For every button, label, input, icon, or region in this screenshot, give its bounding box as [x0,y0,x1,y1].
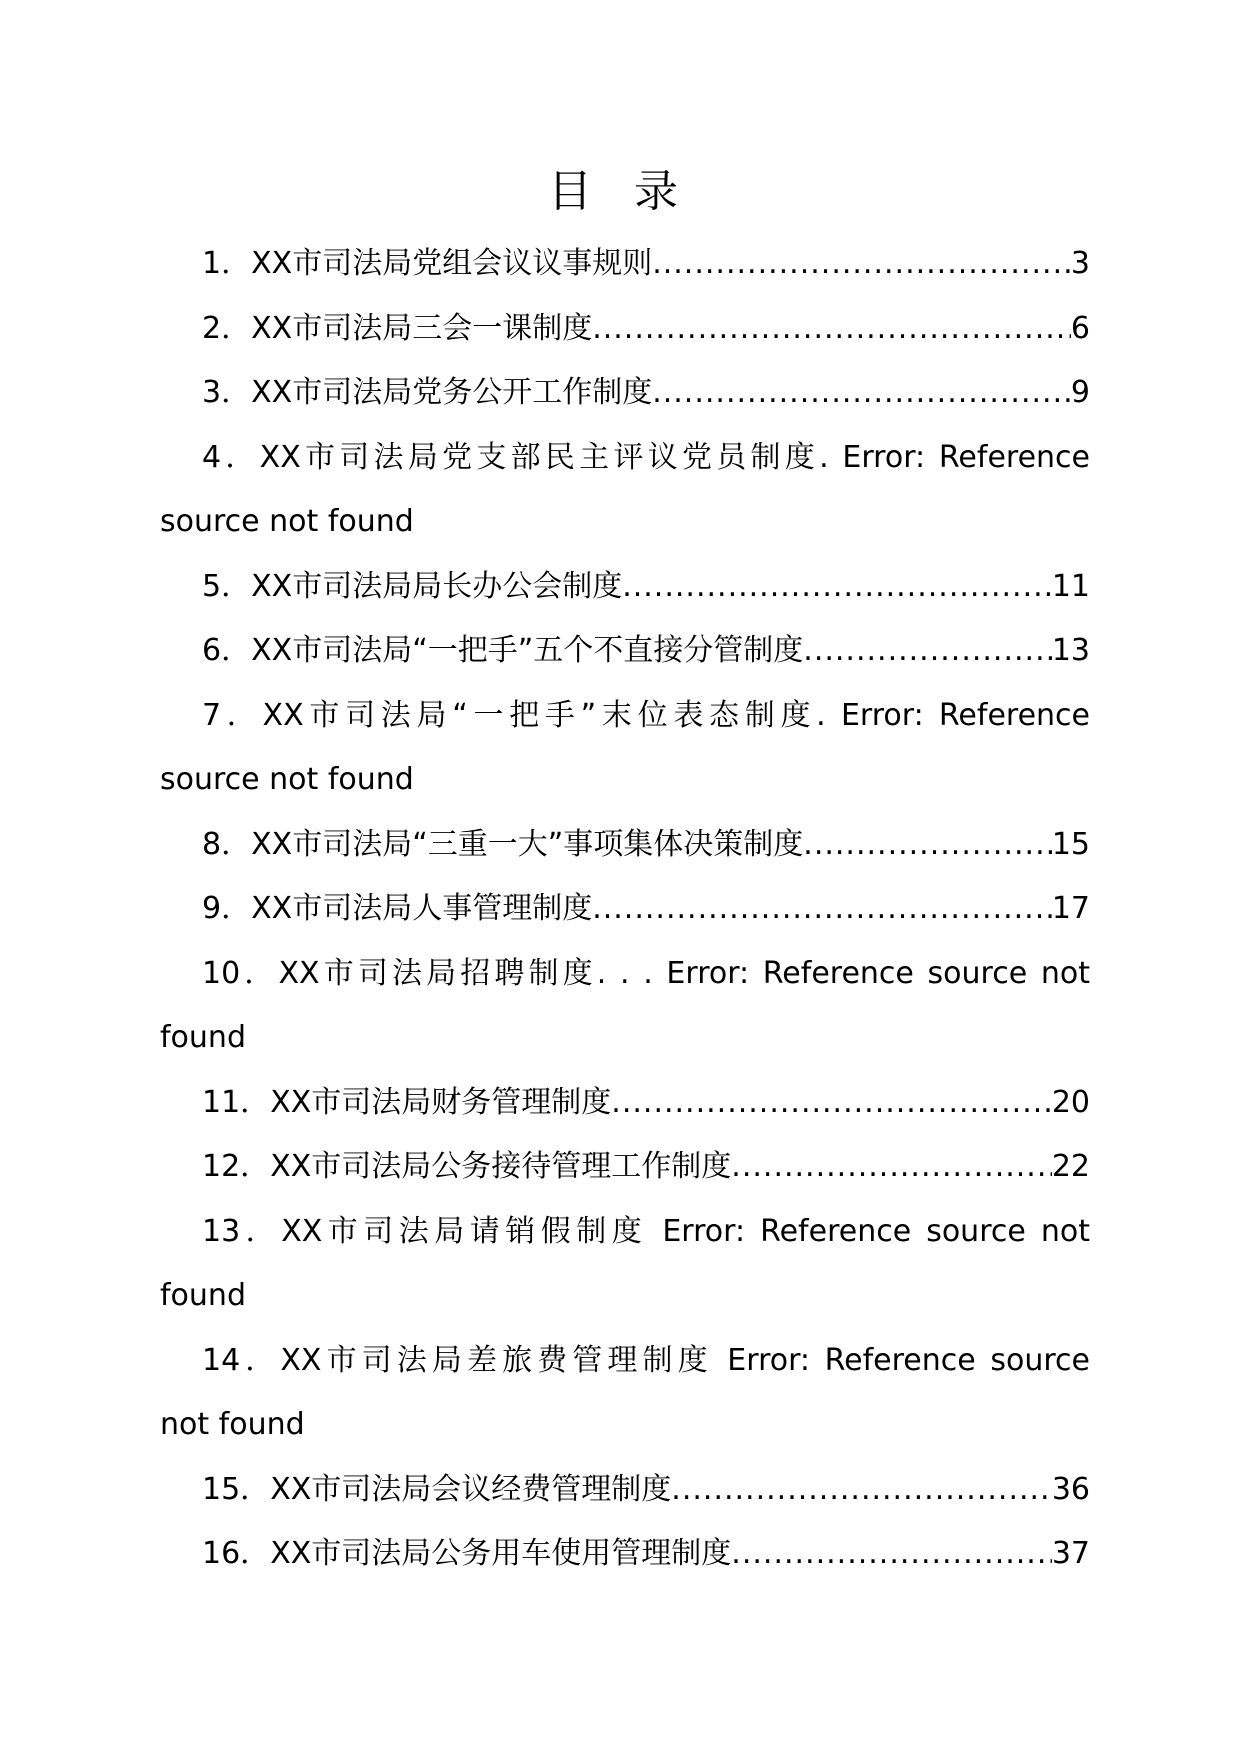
entry-text: XX市司法局招聘制度. . . Error: Reference source not [278,955,1090,991]
toc-entry[interactable] [160,619,1090,684]
entry-number: 4． [202,439,260,475]
entry-title: XX市司法局人事管理制度 [251,891,593,926]
entry-page: 20 [1051,1084,1090,1120]
toc-entry[interactable] [160,232,1090,297]
entry-number: 2． [202,310,252,346]
entry-page: 22 [1051,1149,1090,1184]
dot-leader [803,619,1052,684]
entry-page: 11 [1051,568,1090,604]
entry-line-2: found [160,1020,246,1055]
entry-text: XX市司法局“一把手”末位表态制度. Error: Reference [262,697,1090,733]
entry-line-2: found [160,1278,246,1313]
entry-page: 37 [1051,1536,1090,1571]
toc-entry[interactable] [160,684,1090,813]
entry-line-2: not found [160,1407,305,1442]
dot-leader [592,877,1052,942]
toc-entry[interactable] [160,1329,1090,1458]
dot-leader [611,1071,1052,1136]
entry-line-1 [160,942,1090,1007]
entry-page: 3 [1070,246,1090,281]
entry-line-1 [160,1329,1090,1394]
toc-entry[interactable] [160,877,1090,942]
entry-title: XX市司法局党组会议议事规则 [251,246,653,281]
entry-page: 17 [1051,891,1090,926]
toc-entry[interactable] [160,1071,1090,1136]
entry-number: 9． [202,891,252,926]
entry-line-1 [160,426,1090,491]
dot-leader [671,1458,1052,1523]
toc-entry[interactable] [160,813,1090,878]
entry-page: 13 [1051,633,1090,668]
entry-text: XX市司法局党支部民主评议党员制度. Error: Reference [259,439,1090,475]
dot-leader [731,1522,1052,1587]
toc-entry[interactable] [160,555,1090,620]
entry-number: 5． [202,568,252,604]
toc-entry[interactable] [160,1200,1090,1329]
page-title: 目 录 [548,166,692,217]
entry-title: XX市司法局财务管理制度 [270,1084,612,1120]
toc-entry[interactable] [160,1135,1090,1200]
entry-page: 9 [1070,375,1090,410]
entry-number: 8． [202,826,252,862]
entry-number: 12． [202,1149,271,1184]
entry-number: 6． [202,633,252,668]
entry-line-2: source not found [160,504,414,539]
entry-number: 14． [202,1342,281,1378]
dot-leader [622,555,1052,620]
entry-number: 16． [202,1536,271,1571]
entry-page: 36 [1051,1471,1090,1507]
entry-text: XX市司法局差旅费管理制度 Error: Reference source [280,1342,1090,1378]
toc-entry[interactable] [160,1522,1090,1587]
entry-title: XX市司法局会议经费管理制度 [270,1471,672,1507]
entry-line-1 [160,1200,1090,1265]
entry-title: XX市司法局党务公开工作制度 [251,375,653,410]
toc-entry[interactable] [160,361,1090,426]
toc-entry[interactable] [160,1458,1090,1523]
entry-number: 1． [202,246,252,281]
table-of-contents [160,232,1090,1587]
entry-page: 6 [1070,310,1090,346]
dot-leader [652,361,1071,426]
entry-number: 11． [202,1084,271,1120]
entry-number: 15． [202,1471,271,1507]
entry-text: XX市司法局请销假制度 Error: Reference source not [281,1213,1090,1249]
entry-title: XX市司法局公务接待管理工作制度 [270,1149,732,1184]
entry-title: XX市司法局公务用车使用管理制度 [270,1536,732,1571]
entry-title: XX市司法局“三重一大”事项集体决策制度 [251,826,804,862]
dot-leader [652,232,1071,297]
toc-entry[interactable] [160,942,1090,1071]
entry-number: 7． [202,697,263,733]
entry-line-2: source not found [160,762,414,797]
entry-page: 15 [1051,826,1090,862]
dot-leader [803,813,1052,878]
dot-leader [592,297,1071,362]
toc-entry[interactable] [160,297,1090,362]
toc-entry[interactable] [160,426,1090,555]
entry-line-1 [160,684,1090,749]
dot-leader [731,1135,1052,1200]
entry-title: XX市司法局三会一课制度 [251,310,593,346]
entry-number: 10． [202,955,279,991]
entry-number: 13． [202,1213,282,1249]
entry-title: XX市司法局局长办公会制度 [251,568,623,604]
entry-number: 3． [202,375,252,410]
entry-title: XX市司法局“一把手”五个不直接分管制度 [251,633,804,668]
